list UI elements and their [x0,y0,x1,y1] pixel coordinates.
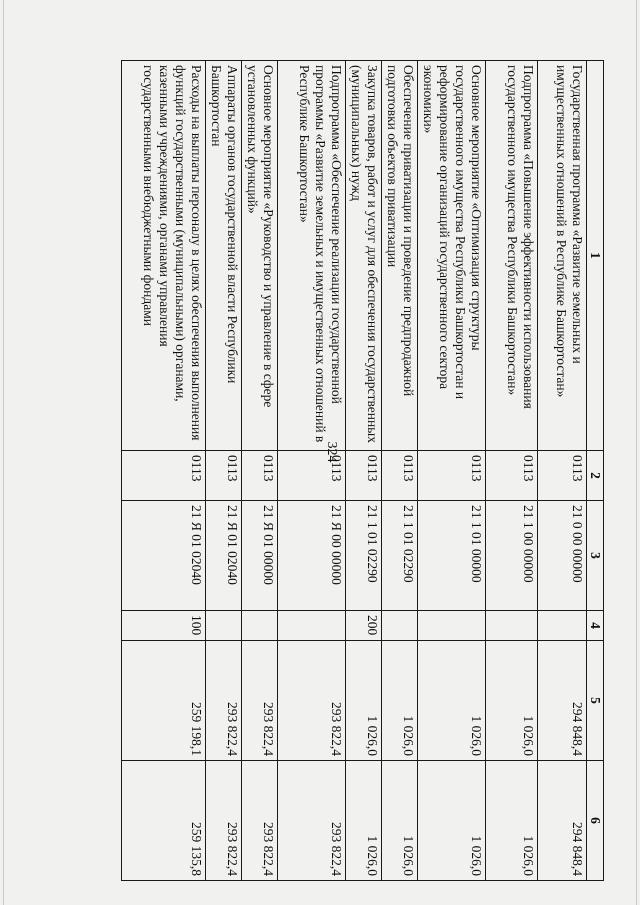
row-name: Государственная программа «Развитие земельных и имущественных отношений в Республике Башкортостан» [538,61,587,451]
row-name: Расходы на выплаты персоналу в целях обеспечения выполнения функций государственными (муниципальными) органами, казенными учреждениями, органами управления государственными внебюджетными фондами [122,61,206,451]
row-amount2: 293 822,4 [278,761,346,881]
header-col-4: 4 [587,611,604,641]
row-kind [278,611,346,641]
header-row [587,61,604,881]
row-name: Подпрограмма «Повышение эффективности использования государственного имущества Республики Башкортостан» [486,61,538,451]
row-target: 21 Я 01 02040 [122,501,206,611]
row-code: 0113 [206,451,242,501]
row-amount2: 293 822,4 [242,761,278,881]
row-code: 0113 [242,451,278,501]
row-amount1: 1 026,0 [486,641,538,761]
header-col-3: 3 [587,501,604,611]
page-edge-left [3,0,4,905]
table-body [122,61,587,881]
table-row [346,61,382,881]
row-amount1: 293 822,4 [278,641,346,761]
row-target: 21 1 01 02290 [382,501,418,611]
row-amount2: 1 026,0 [418,761,486,881]
row-amount1: 293 822,4 [242,641,278,761]
header-col-1: 1 [587,61,604,451]
row-name: Основное мероприятие «Руководство и управление в сфере установленных функций» [242,61,278,451]
row-name: Закупка товаров, работ и услуг для обеспечения государственных (муниципальных) нужд [346,61,382,451]
row-code: 0113 [486,451,538,501]
rotated-table-inner [76,60,604,880]
row-target: 21 1 01 02290 [346,501,382,611]
row-kind [486,611,538,641]
row-kind [206,611,242,641]
row-amount1: 1 026,0 [382,641,418,761]
row-code: 0113 [122,451,206,501]
row-code: 0113 [418,451,486,501]
row-target: 21 Я 00 00000 [278,501,346,611]
row-target: 21 0 00 00000 [538,501,587,611]
row-target: 21 Я 01 02040 [206,501,242,611]
row-code: 0113 [382,451,418,501]
row-amount1: 259 198,1 [122,641,206,761]
rotated-table-container [76,60,604,880]
row-amount1: 294 848,4 [538,641,587,761]
row-kind: 200 [346,611,382,641]
row-amount2: 1 026,0 [346,761,382,881]
row-amount2: 293 822,4 [206,761,242,881]
row-target: 21 1 00 00000 [486,501,538,611]
table-row [486,61,538,881]
row-amount2: 1 026,0 [382,761,418,881]
header-col-6: 6 [587,761,604,881]
header-col-5: 5 [587,641,604,761]
row-kind [242,611,278,641]
row-code: 0113 [278,451,346,501]
row-name: Основное мероприятие «Оптимизация структуры государственного имущества Республики Башкортостан и реформирование организаций государственного сектора экономики» [418,61,486,451]
row-amount2: 1 026,0 [486,761,538,881]
table-row [122,61,206,881]
row-amount1: 293 822,4 [206,641,242,761]
header-col-2: 2 [587,451,604,501]
budget-table [121,60,604,881]
table-row [206,61,242,881]
table-row [278,61,346,881]
table-header [587,61,604,881]
row-code: 0113 [538,451,587,501]
row-name: Аппараты органов государственной власти Республики Башкортостан [206,61,242,451]
table-row [242,61,278,881]
page-edge-right [636,0,637,905]
row-target: 21 1 01 00000 [418,501,486,611]
page-number: 324 [324,441,339,463]
row-kind [418,611,486,641]
row-kind [538,611,587,641]
row-name: Обеспечение приватизации и проведение предпродажной подготовки объектов приватизации [382,61,418,451]
row-code: 0113 [346,451,382,501]
table-row [382,61,418,881]
row-kind [382,611,418,641]
table-row [538,61,587,881]
row-name: Подпрограмма «Обеспечение реализации государственной программы «Развитие земельных и имущественных отношений в Республике Башкортостан» [278,61,346,451]
row-amount1: 1 026,0 [346,641,382,761]
row-amount1: 1 026,0 [418,641,486,761]
row-amount2: 259 135,8 [122,761,206,881]
row-target: 21 Я 01 00000 [242,501,278,611]
row-amount2: 294 848,4 [538,761,587,881]
table-row [418,61,486,881]
row-kind: 100 [122,611,206,641]
